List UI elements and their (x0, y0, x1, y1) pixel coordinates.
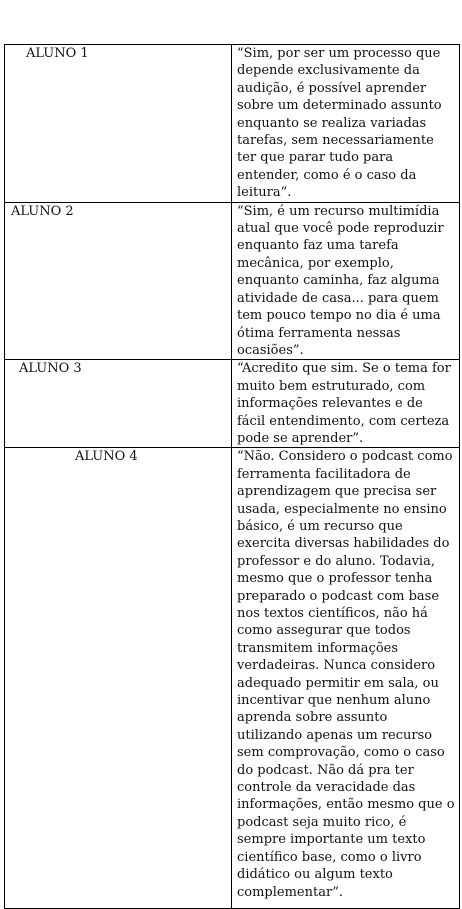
answer-cell (232, 360, 460, 448)
answer-cell (232, 45, 460, 203)
student-name-cell (5, 202, 232, 360)
table-row (5, 360, 460, 448)
student-responses-table (4, 44, 460, 909)
student-name-cell (5, 448, 232, 909)
student-name: ALUNO 4 (75, 449, 138, 465)
student-answer: “Acredito que sim. Se o tema for muito bem estruturado, com informações relevantes e de fácil entendimento, com certeza pode se aprender”. (237, 361, 451, 446)
student-name: ALUNO 2 (11, 203, 74, 219)
table-row (5, 448, 460, 909)
student-name: ALUNO 1 (26, 46, 89, 61)
student-name-cell (5, 360, 232, 448)
student-name-cell (5, 45, 232, 203)
table-row (5, 45, 460, 203)
answer-cell (232, 202, 460, 360)
answer-cell (232, 448, 460, 909)
student-answer: “Não. Considero o podcast como ferramenta facilitadora de aprendizagem que precisa ser usada, especialmente no ensino básico, é um recurso que exercita diversas habilidades do professor e do aluno. Todavia, mesmo que o professor tenha preparado o podcast com base nos textos científicos, não há como assegurar que todos transmitem informações verdadeiras. Nunca considero adequado permitir em sala, ou incentivar que nenhum aluno aprenda sobre assunto utilizando apenas um recurso sem comprovação, como o caso do podcast. Não dá pra ter controle da veracidade das informações, então mesmo que o podcast seja muito rico, é sempre importante um texto científico base, como o livro didático ou algum texto complementar”. (237, 449, 455, 900)
student-answer: “Sim, é um recurso multimídia atual que você pode reproduzir enquanto faz uma tarefa mecânica, por exemplo, enquanto caminha, faz alguma atividade de casa... para quem tem pouco tempo no dia é uma ótima ferramenta nessas ocasiões”. (237, 203, 444, 358)
student-answer: “Sim, por ser um processo que depende exclusivamente da audição, é possível aprender sobre um determinado assunto enquanto se realiza variadas tarefas, sem necessariamente ter que parar tudo para entender, como é o caso da leitura”. (237, 46, 442, 201)
table-row (5, 202, 460, 360)
student-name: ALUNO 3 (19, 361, 82, 377)
